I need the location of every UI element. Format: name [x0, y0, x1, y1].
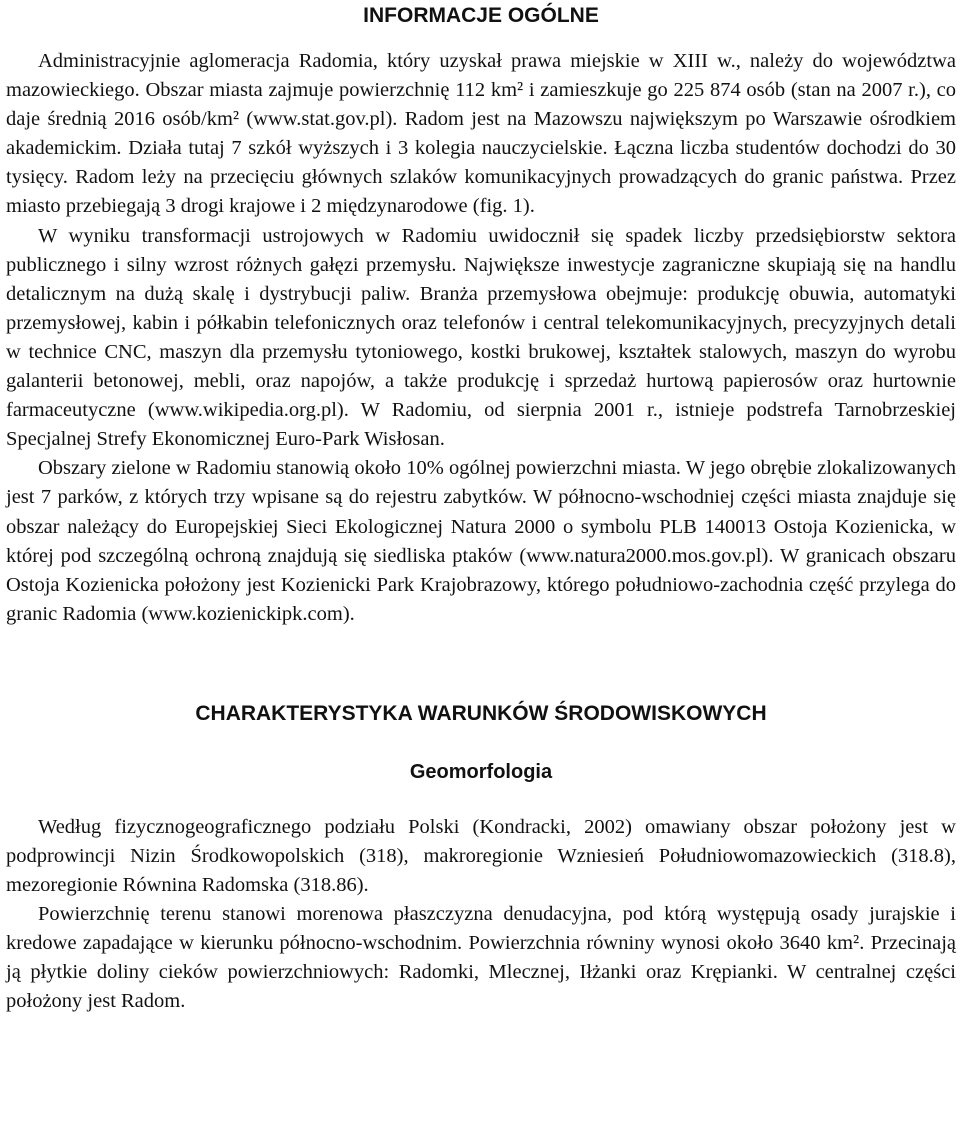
section-general-info-body	[6, 47, 956, 629]
subsection-heading-geomorphology: Geomorfologia	[409, 760, 553, 783]
section-heading-general-info: INFORMACJE OGÓLNE	[363, 4, 599, 27]
paragraph: Administracyjnie aglomeracja Radomia, który uzyskał prawa miejskie w XIII w., należy do województwa mazowieckiego. Obszar miasta zajmuje powierzchnię 112 km² i zamieszkuje go 225 874 osób (stan na 2007 r.), co daje średnią 2016 osób/km² (www.stat.gov.pl). Radom jest na Mazowszu największym po Warszawie ośrodkiem akademickim. Działa tutaj 7 szkół wyższych i 3 kolegia nauczycielskie. Łączna liczba studentów dochodzi do 30 tysięcy. Radom leży na przecięciu głównych szlaków komunikacyjnych prowadzących do granic państwa. Przez miasto przebiegają 3 drogi krajowe i 2 międzynarodowe (fig. 1).	[6, 50, 956, 218]
paragraph: Powierzchnię terenu stanowi morenowa płaszczyzna denudacyjna, pod którą występują osady jurajskie i kredowe zapadające w kierunku północno-wschodnim. Powierzchnia równiny wynosi około 3640 km². Przecinają ją płytkie doliny cieków powierzchniowych: Radomki, Mlecznej, Iłżanki oraz Krępianki. W centralnej części położony jest Radom.	[6, 903, 956, 1013]
section-geomorphology-body	[6, 813, 956, 1017]
section-heading-environment: CHARAKTERYSTYKA WARUNKÓW ŚRODOWISKOWYCH	[195, 701, 767, 725]
paragraph: Według fizycznogeograficznego podziału Polski (Kondracki, 2002) omawiany obszar położony jest w podprowincji Nizin Środkowopolskich (318), makroregionie Wzniesień Południowomazowieckich (318.8), mezoregionie Równina Radomska (318.86).	[6, 815, 956, 897]
paragraph: Obszary zielone w Radomiu stanowią około 10% ogólnej powierzchni miasta. W jego obrębie zlokalizowanych jest 7 parków, z których trzy wpisane są do rejestru zabytków. W północno-wschodniej części miasta znajduje się obszar należący do Europejskiej Sieci Ekologicznej Natura 2000 o symbolu PLB 140013 Ostoja Kozienicka, w której pod szczególną ochroną znajdują się siedliska ptaków (www.natura2000.mos.gov.pl). W granicach obszaru Ostoja Kozienicka położony jest Kozienicki Park Krajobrazowy, którego południowo-zachodnia część przylega do granic Radomia (www.kozienickipk.com).	[6, 457, 956, 625]
paragraph: W wyniku transformacji ustrojowych w Radomiu uwidocznił się spadek liczby przedsiębiorstw sektora publicznego i silny wzrost różnych gałęzi przemysłu. Największe inwestycje zagraniczne skupiają się na handlu detalicznym na dużą skalę i dystrybucji paliw. Branża przemysłowa obejmuje: produkcję obuwia, automatyki przemysłowej, kabin i półkabin telefonicznych oraz telefonów i central telekomunikacyjnych, precyzyjnych detali w technice CNC, maszyn dla przemysłu tytoniowego, kostki brukowej, kształtek stalowych, maszyn do wyrobu galanterii betonowej, mebli, oraz napojów, a także produkcję i sprzedaż hurtową papierosów oraz hurtownie farmaceutyczne (www.wikipedia.org.pl). W Radomiu, od sierpnia 2001 r., istnieje podstrefa Tarnobrzeskiej Specjalnej Strefy Ekonomicznej Euro-Park Wisłosan.	[6, 224, 956, 451]
